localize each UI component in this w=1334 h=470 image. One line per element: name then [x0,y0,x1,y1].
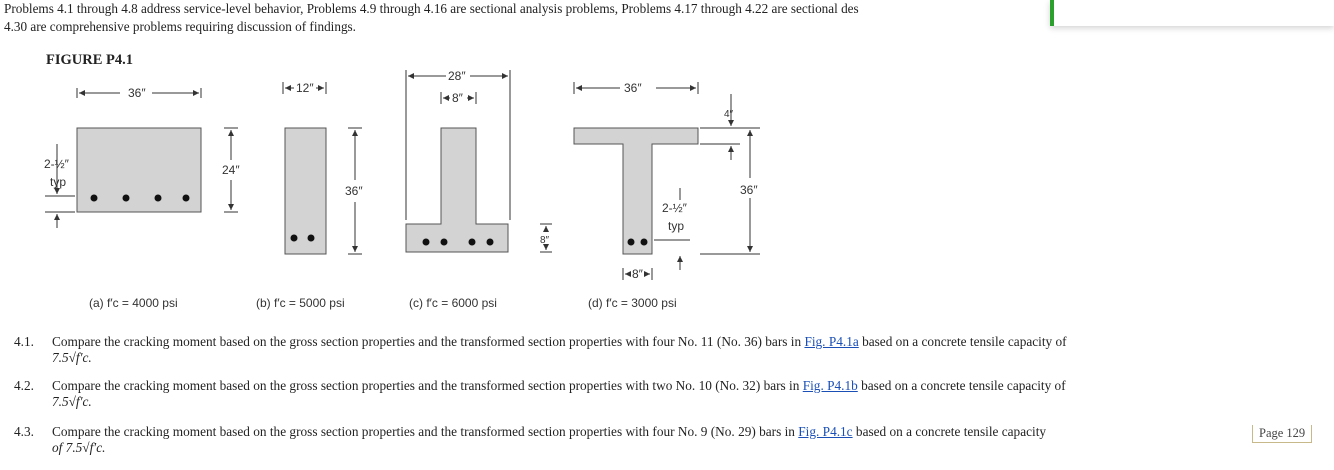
problem-text-after: based on a concrete tensile capacity [852,424,1047,439]
dim-d-height: 36″ [740,183,758,197]
caption-a: (a) f′c = 4000 psi [89,296,178,310]
intro-line-2: 4.30 are comprehensive problems requiring discussion of findings. [4,19,356,34]
side-panel-accent [1050,0,1054,26]
rebar [123,195,130,202]
dim-d-cover: 2-½″ [662,201,687,215]
section-c [406,70,552,252]
dim-c-flange-depth: 8″ [540,235,550,246]
rebar [291,235,298,242]
problem-text-before: Compare the cracking moment based on the gross section properties and the transformed section properties with four No. 9 (No. 29) bars in [52,424,799,439]
tensile-capacity-formula: 7.5√f′c. [52,394,92,409]
problem-text-before: Compare the cracking moment based on the gross section properties and the transformed section properties with two No. 10 (No. 32) bars in [52,378,803,393]
rebar [183,195,190,202]
rebar [155,195,162,202]
rebar [423,239,430,246]
dim-b-height: 36″ [345,184,363,198]
fig-p4-1c-link[interactable]: Fig. P4.1c [798,424,853,439]
dim-c-flange-width: 28″ [448,69,466,83]
section-d-shape [574,128,698,254]
rebar [469,239,476,246]
caption-d: (d) f′c = 3000 psi [588,296,677,310]
rebar [628,239,635,246]
section-b [283,82,362,254]
problem-number: 4.2. [14,378,34,393]
caption-c: (c) f′c = 6000 psi [409,296,497,310]
rebar [441,239,448,246]
dim-a-cover: 2-½″ [44,157,69,171]
fig-p4-1b-link[interactable]: Fig. P4.1b [802,378,858,393]
side-panel[interactable] [1050,0,1334,26]
problem-text-before: Compare the cracking moment based on the gross section properties and the transformed section properties with four No. 11 (No. 36) bars in [52,334,805,349]
problem-text [52,424,1322,456]
dim-c-web-width: 8″ [452,91,463,105]
problem-text [52,334,1322,366]
page-number-badge: Page 129 [1252,425,1312,443]
tensile-capacity-formula: 7.5√f′c. [52,350,92,365]
tensile-capacity-formula: of 7.5√f′c. [52,440,106,455]
rebar [487,239,494,246]
intro-line-1: Problems 4.1 through 4.8 address service-level behavior, Problems 4.9 through 4.16 are sectional analysis problems, Problems 4.17 through 4.22 are sectional des [4,1,859,16]
section-b-rect [285,128,326,254]
rebar [641,239,648,246]
problem-text-after: based on a concrete tensile capacity of [857,378,1066,393]
problem-text [52,378,1322,410]
dim-a-width: 36″ [128,86,146,100]
rebar [308,235,315,242]
intro-paragraph [4,0,1049,36]
dim-d-cover-note: typ [668,219,685,233]
caption-b: (b) f′c = 5000 psi [256,296,345,310]
problem-text-after: based on a concrete tensile capacity of [858,334,1067,349]
dim-b-width: 12″ [296,81,314,95]
section-c-shape [406,128,508,252]
problem-number: 4.3. [14,424,34,439]
dim-d-flange-depth: 4″ [724,109,734,120]
section-a [45,88,238,228]
dim-d-flange-width: 36″ [624,81,642,95]
figure-title: FIGURE P4.1 [46,52,133,68]
problem-number: 4.1. [14,334,34,349]
dim-a-height: 24″ [222,163,240,177]
fig-p4-1a-link[interactable]: Fig. P4.1a [804,334,859,349]
dim-a-cover-note: typ [50,175,67,189]
dim-d-web-width: 8″ [632,267,643,281]
figure-p4-1 [0,60,1334,322]
rebar [91,195,98,202]
